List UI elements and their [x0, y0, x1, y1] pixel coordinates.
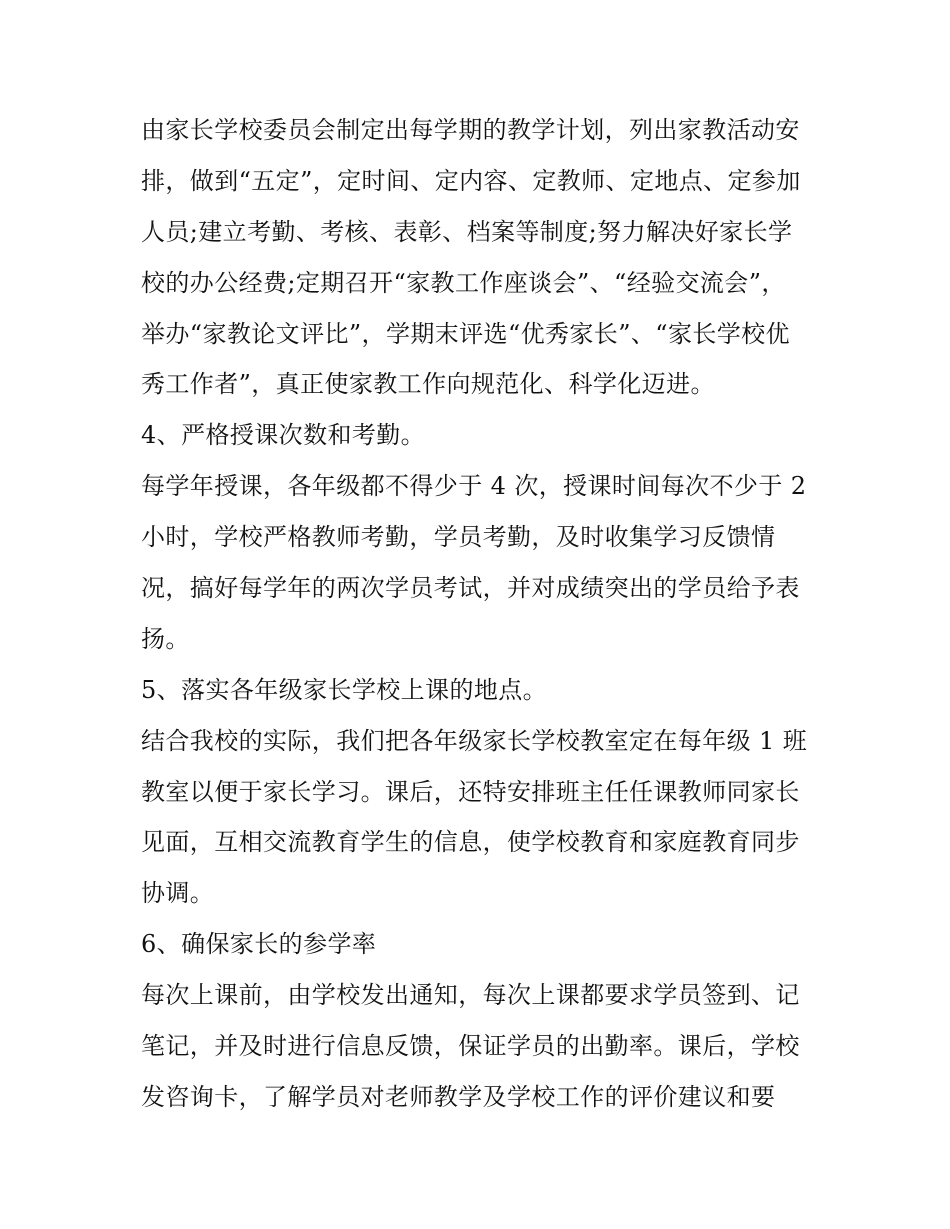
- section-heading: 6、确保家长的参学率: [141, 930, 377, 959]
- paragraph-line: 协调。: [141, 879, 215, 908]
- paragraph-line: 校的办公经费;定期召开“家教工作座谈会”、“经验交流会”，: [141, 268, 786, 297]
- paragraph-line: 教室以便于家长学习。课后，还特安排班主任任课教师同家长: [141, 777, 800, 806]
- paragraph-line: 排，做到“五定”，定时间、定内容、定教师、定地点、定参加: [141, 166, 801, 195]
- paragraph-line: 况，搞好每学年的两次学员考试，并对成绩突出的学员给予表: [141, 574, 800, 603]
- paragraph-line: 每学年授课，各年级都不得少于 4 次，授课时间每次不少于 2: [141, 472, 807, 501]
- paragraph-line: 笔记，并及时进行信息反馈，保证学员的出勤率。课后，学校: [141, 1032, 800, 1061]
- paragraph-line: 扬。: [141, 624, 190, 653]
- paragraph-line: 每次上课前，由学校发出通知，每次上课都要求学员签到、记: [141, 981, 800, 1010]
- section-heading: 5、落实各年级家长学校上课的地点。: [141, 675, 548, 704]
- paragraph-line: 人员;建立考勤、考核、表彰、档案等制度;努力解决好家长学: [141, 217, 793, 246]
- paragraph-line: 由家长学校委员会制定出每学期的教学计划，列出家教活动安: [141, 116, 800, 144]
- paragraph-line: 结合我校的实际，我们把各年级家长学校教室定在每年级 1 班: [141, 726, 808, 755]
- section-heading: 4、严格授课次数和考勤。: [141, 421, 426, 450]
- paragraph-line: 发咨询卡，了解学员对老师教学及学校工作的评价建议和要: [141, 1082, 776, 1111]
- document-body: [141, 105, 821, 1123]
- paragraph-line: 秀工作者”，真正使家教工作向规范化、科学化迈进。: [141, 370, 715, 399]
- paragraph-line: 举办“家教论文评比”，学期末评选“优秀家长”、“家长学校优: [141, 319, 790, 348]
- paragraph-line: 见面，互相交流教育学生的信息，使学校教育和家庭教育同步: [141, 828, 800, 857]
- paragraph-line: 小时，学校严格教师考勤，学员考勤，及时收集学习反馈情: [141, 523, 776, 552]
